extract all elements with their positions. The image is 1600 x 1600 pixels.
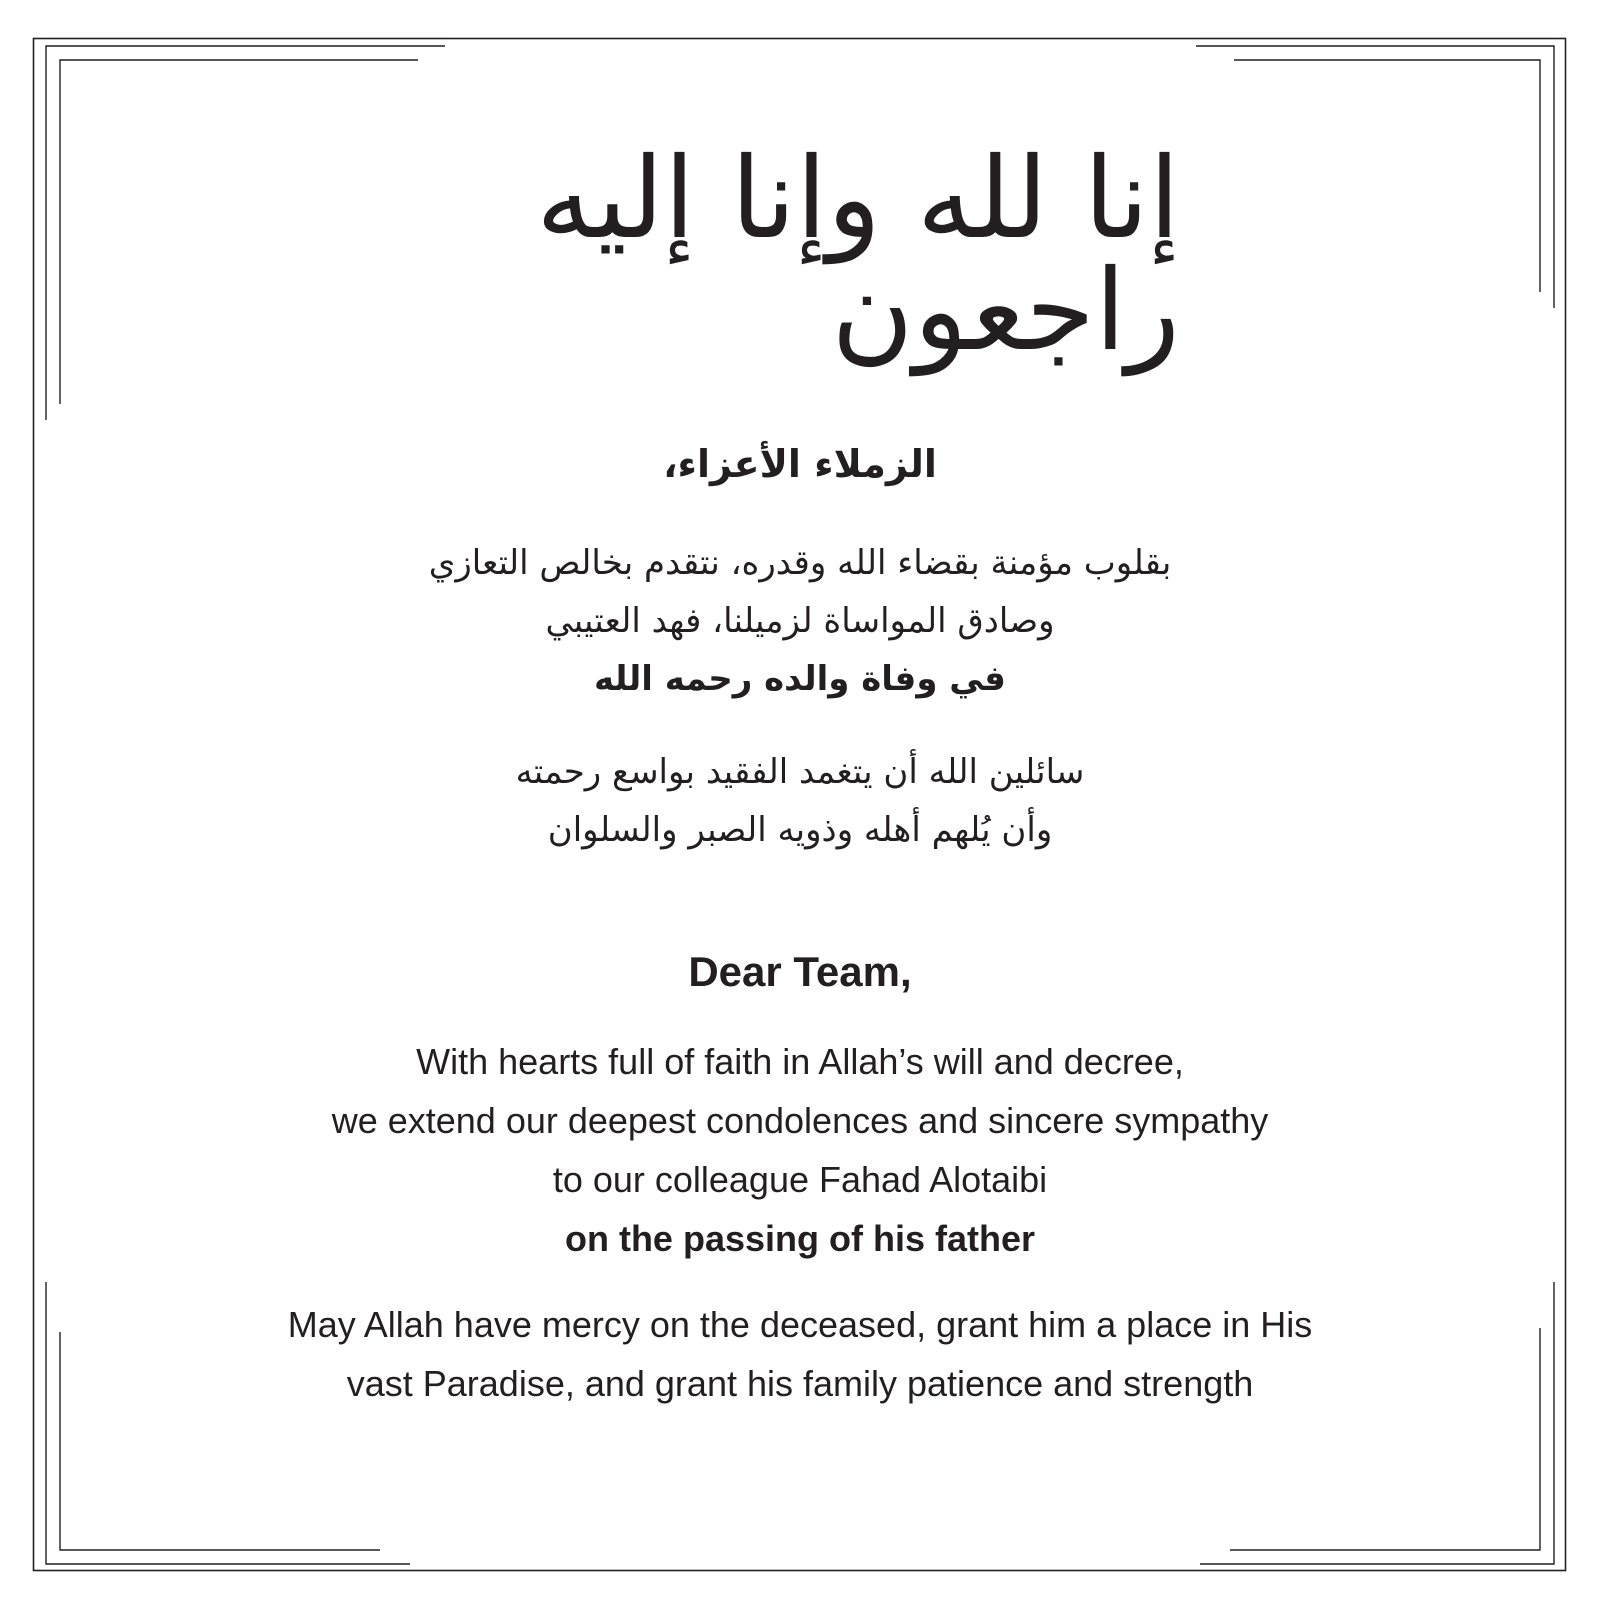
- arabic-paragraph1-line2: وصادق المواساة لزميلنا، فهد العتيبي: [545, 601, 1055, 641]
- arabic-paragraph2-line1: سائلين الله أن يتغمد الفقيد بواسع رحمته: [515, 752, 1085, 792]
- corner-top-right: [1196, 46, 1554, 308]
- arabic-paragraph2-line2: وأن يُلهم أهله وذويه الصبر والسلوان: [547, 810, 1053, 850]
- corner-top-left: [46, 46, 445, 420]
- english-paragraph1-bold: on the passing of his father: [564, 1218, 1036, 1259]
- english-paragraph1-line3: to our colleague Fahad Alotaibi: [552, 1159, 1048, 1200]
- arabic-paragraph1-line1: بقلوب مؤمنة بقضاء الله وقدره، نتقدم بخالص التعازي: [428, 543, 1172, 583]
- arabic-greeting: الزملاء الأعزاء،: [663, 442, 937, 486]
- english-paragraph2-line1: May Allah have mercy on the deceased, grant him a place in His: [287, 1304, 1313, 1345]
- calligraphy-heading: إنا لله وإنا إليه راجعون: [535, 134, 1180, 376]
- english-paragraph2-line2: vast Paradise, and grant his family patience and strength: [346, 1363, 1254, 1404]
- english-paragraph1-line2: we extend our deepest condolences and sincere sympathy: [331, 1100, 1269, 1141]
- english-greeting: Dear Team,: [688, 948, 912, 995]
- english-paragraph1-line1: With hearts full of faith in Allah’s will and decree,: [416, 1041, 1184, 1082]
- arabic-paragraph1-bold: في وفاة والده رحمه الله: [594, 659, 1006, 699]
